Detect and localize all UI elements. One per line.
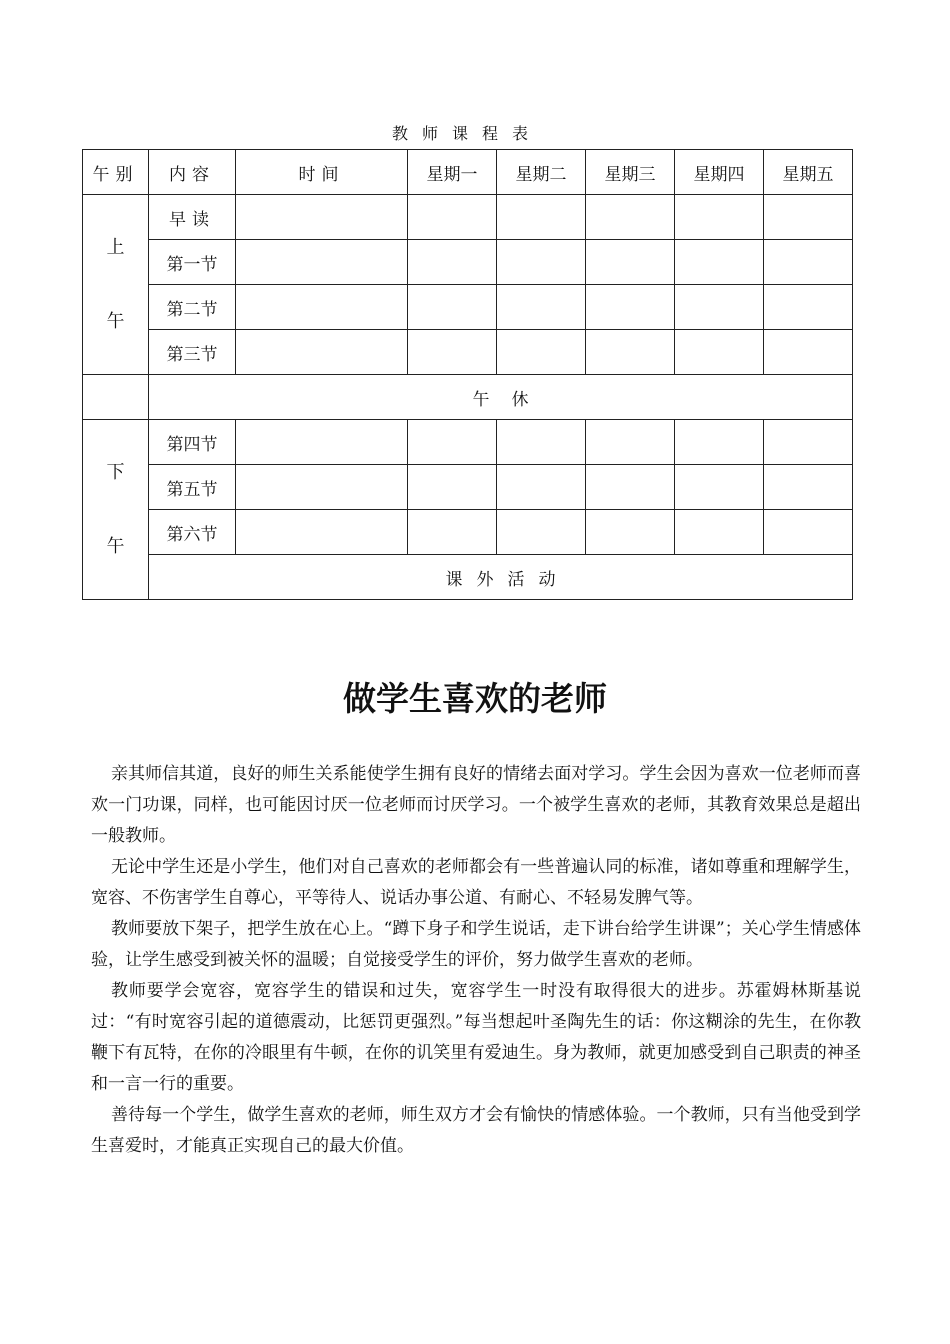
- extracurricular-row: [83, 555, 853, 600]
- article-paragraph: 教师要学会宽容，宽容学生的错误和过失，宽容学生一时没有取得很大的进步。苏霍姆林斯基说过：“有时宽容引起的道德震动，比惩罚更强烈。”每当想起叶圣陶先生的话：你这糊涂的先生，在你教鞭下有瓦特，在你的冷眼里有牛顿，在你的讥笑里有爱迪生。身为教师，就更加感受到自己职责的神圣和一言一行的重要。: [91, 981, 861, 1094]
- time-cell: [236, 240, 408, 285]
- schedule-cell: [586, 195, 675, 240]
- row-label-period-2: 第二节: [149, 285, 236, 330]
- schedule-table: [82, 149, 853, 600]
- schedule-cell: [497, 195, 586, 240]
- schedule-cell: [586, 240, 675, 285]
- schedule-cell: [497, 240, 586, 285]
- noon-break-label: 午休: [149, 375, 853, 420]
- schedule-cell: [675, 330, 764, 375]
- schedule-cell: [764, 420, 853, 465]
- article-title: 做学生喜欢的老师: [343, 679, 607, 719]
- afternoon-label: [83, 420, 149, 600]
- schedule-cell: [764, 465, 853, 510]
- time-cell: [236, 285, 408, 330]
- header-monday: 星期一: [408, 150, 497, 195]
- schedule-cell: [497, 465, 586, 510]
- extracurricular-label: 课外活动: [149, 555, 853, 600]
- article-paragraph: 善待每一个学生，做学生喜欢的老师，师生双方才会有愉快的情感体验。一个教师，只有当他受到学生喜爱时，才能真正实现自己的最大价值。: [91, 1105, 861, 1156]
- schedule-row: [83, 465, 853, 510]
- schedule-row: [83, 285, 853, 330]
- header-friday: 星期五: [764, 150, 853, 195]
- row-label-period-3: 第三节: [149, 330, 236, 375]
- schedule-row: [83, 510, 853, 555]
- row-label-period-5: 第五节: [149, 465, 236, 510]
- row-label-period-1: 第一节: [149, 240, 236, 285]
- schedule-cell: [675, 510, 764, 555]
- schedule-cell: [408, 240, 497, 285]
- time-cell: [236, 330, 408, 375]
- schedule-cell: [764, 240, 853, 285]
- schedule-cell: [497, 330, 586, 375]
- article-body: [91, 759, 861, 1162]
- schedule-cell: [675, 420, 764, 465]
- row-label-period-6: 第六节: [149, 510, 236, 555]
- article-paragraph: 无论中学生还是小学生，他们对自己喜欢的老师都会有一些普遍认同的标准，诸如尊重和理解学生，宽容、不伤害学生自尊心，平等待人、说话办事公道、有耐心、不轻易发脾气等。: [91, 857, 861, 908]
- time-cell: [236, 195, 408, 240]
- article-paragraph: 亲其师信其道，良好的师生关系能使学生拥有良好的情绪去面对学习。学生会因为喜欢一位老师而喜欢一门功课，同样，也可能因讨厌一位老师而讨厌学习。一个被学生喜欢的老师，其教育效果总是超出一般教师。: [91, 764, 861, 846]
- schedule-cell: [408, 510, 497, 555]
- article-paragraph: 教师要放下架子，把学生放在心上。“蹲下身子和学生说话，走下讲台给学生讲课”；关心学生情感体验，让学生感受到被关怀的温暖；自觉接受学生的评价，努力做学生喜欢的老师。: [91, 919, 861, 970]
- afternoon-label-top: 下: [106, 461, 125, 483]
- schedule-cell: [586, 420, 675, 465]
- schedule-cell: [764, 330, 853, 375]
- schedule-cell: [408, 330, 497, 375]
- schedule-cell: [408, 285, 497, 330]
- noon-break-blank: [83, 375, 149, 420]
- schedule-header-row: [83, 150, 853, 195]
- schedule-cell: [497, 285, 586, 330]
- morning-label: [83, 195, 149, 375]
- schedule-row: [83, 240, 853, 285]
- afternoon-label-bottom: 午: [106, 535, 125, 557]
- schedule-cell: [675, 465, 764, 510]
- time-cell: [236, 420, 408, 465]
- schedule-cell: [408, 420, 497, 465]
- header-period: 午别: [83, 150, 149, 195]
- row-label-morning-reading: 早读: [149, 195, 236, 240]
- schedule-cell: [497, 420, 586, 465]
- schedule-cell: [764, 195, 853, 240]
- schedule-cell: [675, 285, 764, 330]
- schedule-cell: [764, 285, 853, 330]
- header-wednesday: 星期三: [586, 150, 675, 195]
- header-time: 时间: [236, 150, 408, 195]
- schedule-cell: [586, 465, 675, 510]
- morning-label-bottom: 午: [106, 310, 125, 332]
- schedule-cell: [408, 195, 497, 240]
- schedule-cell: [675, 240, 764, 285]
- schedule-row: [83, 195, 853, 240]
- schedule-cell: [497, 510, 586, 555]
- schedule-cell: [586, 285, 675, 330]
- schedule-row: [83, 330, 853, 375]
- schedule-caption: 教师课程表: [391, 124, 542, 143]
- header-tuesday: 星期二: [497, 150, 586, 195]
- time-cell: [236, 510, 408, 555]
- schedule-cell: [586, 510, 675, 555]
- schedule-cell: [675, 195, 764, 240]
- schedule-cell: [408, 465, 497, 510]
- schedule-cell: [764, 510, 853, 555]
- row-label-period-4: 第四节: [149, 420, 236, 465]
- morning-label-top: 上: [106, 236, 125, 258]
- time-cell: [236, 465, 408, 510]
- header-thursday: 星期四: [675, 150, 764, 195]
- header-content: 内容: [149, 150, 236, 195]
- schedule-cell: [586, 330, 675, 375]
- schedule-row: [83, 420, 853, 465]
- noon-break-row: [83, 375, 853, 420]
